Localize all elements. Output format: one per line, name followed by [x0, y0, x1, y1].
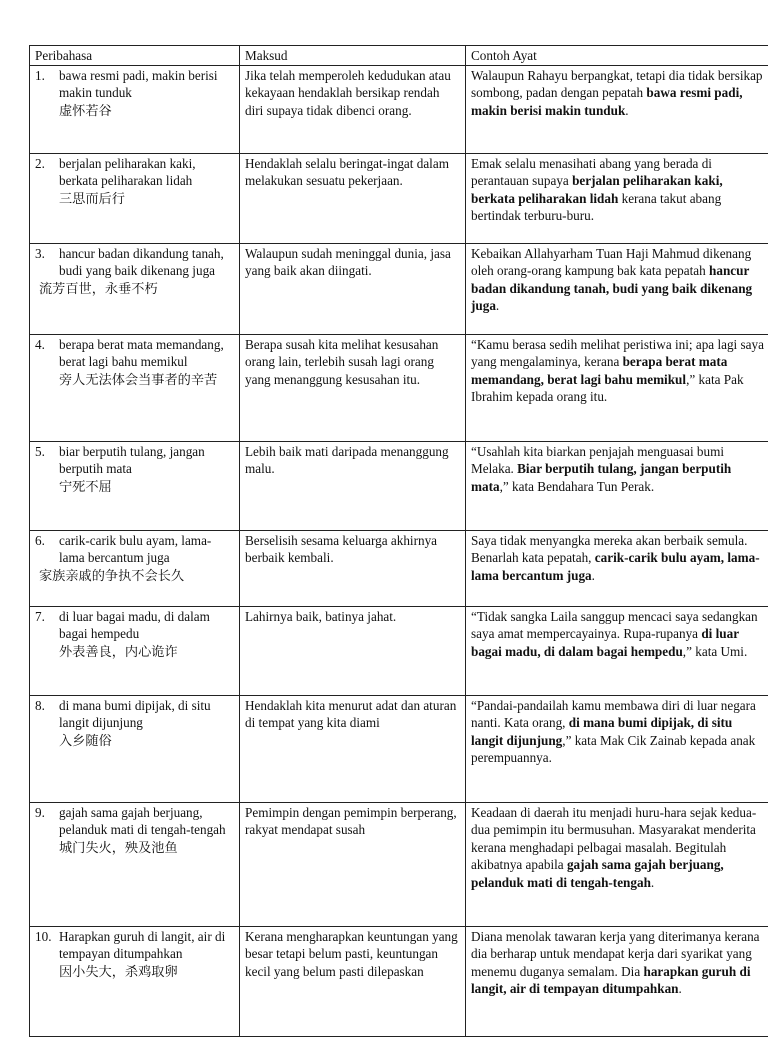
proverb-text: bawa resmi padi, makin berisi makin tunduk	[59, 67, 234, 102]
proverb-cell	[30, 441, 240, 530]
proverb-number: 2.	[35, 155, 59, 190]
example-text: .	[679, 981, 682, 996]
maksud-cell: Hendaklah kita menurut adat dan aturan di tempat yang kita diami	[240, 695, 466, 802]
contoh-ayat-cell	[466, 243, 768, 334]
maksud-cell: Lahirnya baik, batinya jahat.	[240, 606, 466, 695]
proverb-chinese-equivalent: 城门失火，殃及池鱼	[35, 839, 234, 857]
proverb-cell	[30, 606, 240, 695]
proverb-cell	[30, 334, 240, 441]
contoh-ayat-cell	[466, 695, 768, 802]
example-text: ,” kata Umi.	[683, 644, 747, 659]
highlighted-proverb: Biar berputih tulang, jangan berputih mata	[471, 461, 731, 494]
proverb-cell	[30, 243, 240, 334]
proverb-chinese-equivalent: 宁死不屈	[35, 478, 234, 496]
example-text: .	[496, 298, 499, 313]
maksud-cell: Jika telah memperoleh kedudukan atau kekayaan hendaklah bersikap rendah diri supaya tidak dibenci orang.	[240, 65, 466, 153]
example-text: ,” kata Pak Ibrahim kepada orang itu.	[471, 372, 744, 405]
header-maksud: Maksud	[240, 46, 466, 66]
proverb-text: berapa berat mata memandang, berat lagi bahu memikul	[59, 336, 234, 371]
proverb-chinese-equivalent: 旁人无法体会当事者的辛苦	[35, 371, 234, 389]
proverb-number: 6.	[35, 532, 59, 567]
contoh-ayat-cell	[466, 926, 768, 1036]
example-text: “Kamu berasa sedih melihat peristiwa ini; apa lagi saya yang mengalaminya, kerana	[471, 337, 764, 370]
proverb-chinese-equivalent: 三思而后行	[35, 190, 234, 208]
proverb-text: gajah sama gajah berjuang, pelanduk mati di tengah-tengah	[59, 804, 234, 839]
proverb-cell	[30, 695, 240, 802]
example-text: “Usahlah kita biarkan penjajah menguasai bumi Melaka.	[471, 444, 724, 477]
proverb-chinese-equivalent: 虚怀若谷	[35, 102, 234, 120]
proverb-number: 5.	[35, 443, 59, 478]
example-text: ,” kata Bendahara Tun Perak.	[500, 479, 655, 494]
maksud-cell: Pemimpin dengan pemimpin berperang, rakyat mendapat susah	[240, 802, 466, 926]
highlighted-proverb: harapkan guruh di langit, air di tempayan ditumpahkan	[471, 964, 751, 997]
table-row	[30, 334, 768, 441]
highlighted-proverb: bawa resmi padi, makin berisi makin tunduk	[471, 85, 743, 118]
maksud-cell: Berselisih sesama keluarga akhirnya berbaik kembali.	[240, 530, 466, 606]
header-peribahasa: Peribahasa	[30, 46, 240, 66]
maksud-cell: Walaupun sudah meninggal dunia, jasa yang baik akan diingati.	[240, 243, 466, 334]
proverb-chinese-equivalent: 流芳百世，永垂不朽	[35, 280, 234, 298]
proverb-text: hancur badan dikandung tanah, budi yang baik dikenang juga	[59, 245, 234, 280]
contoh-ayat-cell	[466, 530, 768, 606]
example-text: “Pandai-pandailah kamu membawa diri di luar negara nanti. Kata orang,	[471, 698, 756, 731]
example-text: .	[625, 103, 628, 118]
proverb-text: di luar bagai madu, di dalam bagai hempedu	[59, 608, 234, 643]
table-row	[30, 530, 768, 606]
proverb-number: 10.	[35, 928, 59, 963]
table-row	[30, 243, 768, 334]
proverb-text: Harapkan guruh di langit, air di tempayan ditumpahkan	[59, 928, 234, 963]
highlighted-proverb: di mana bumi dipijak, di situ langit dijunjung	[471, 715, 732, 748]
example-text: “Tidak sangka Laila sanggup mencaci saya sedangkan saya amat mempercayainya. Rupa-rupanya	[471, 609, 758, 642]
example-text: Saya tidak menyangka mereka akan berbaik semula. Benarlah kata pepatah,	[471, 533, 747, 566]
table-row	[30, 802, 768, 926]
proverb-chinese-equivalent: 因小失大，杀鸡取卵	[35, 963, 234, 981]
contoh-ayat-cell	[466, 606, 768, 695]
highlighted-proverb: berapa berat mata memandang, berat lagi bahu memikul	[471, 354, 727, 387]
example-text: ,” kata Mak Cik Zainab kepada anak perempuannya.	[471, 733, 755, 766]
maksud-cell: Berapa susah kita melihat kesusahan orang lain, terlebih susah lagi orang yang menanggung kesusahan itu.	[240, 334, 466, 441]
contoh-ayat-cell	[466, 334, 768, 441]
example-text: .	[651, 875, 654, 890]
proverb-cell	[30, 926, 240, 1036]
proverb-number: 9.	[35, 804, 59, 839]
maksud-cell: Hendaklah selalu beringat-ingat dalam melakukan sesuatu pekerjaan.	[240, 153, 466, 243]
example-text: Emak selalu menasihati abang yang berada di perantauan supaya	[471, 156, 712, 189]
table-header-row	[30, 46, 768, 66]
maksud-cell: Kerana mengharapkan keuntungan yang besar tetapi belum pasti, keuntungan kecil yang belum pasti dilepaskan	[240, 926, 466, 1036]
proverb-chinese-equivalent: 家族亲戚的争执不会长久	[35, 567, 234, 585]
contoh-ayat-cell	[466, 65, 768, 153]
proverb-cell	[30, 802, 240, 926]
proverb-number: 7.	[35, 608, 59, 643]
proverb-cell	[30, 530, 240, 606]
proverb-chinese-equivalent: 入乡随俗	[35, 732, 234, 750]
proverb-number: 1.	[35, 67, 59, 102]
proverb-number: 3.	[35, 245, 59, 280]
example-text: kerana takut abang bertindak terburu-buru.	[471, 191, 721, 224]
proverb-cell	[30, 153, 240, 243]
highlighted-proverb: hancur badan dikandung tanah, budi yang baik dikenang juga	[471, 263, 752, 313]
proverb-text: berjalan peliharakan kaki, berkata peliharakan lidah	[59, 155, 234, 190]
table-row	[30, 441, 768, 530]
proverb-text: di mana bumi dipijak, di situ langit dijunjung	[59, 697, 234, 732]
highlighted-proverb: carik-carik bulu ayam, lama-lama bercantum juga	[471, 550, 760, 583]
table-row	[30, 926, 768, 1036]
table-row	[30, 606, 768, 695]
proverb-chinese-equivalent: 外表善良，内心诡诈	[35, 643, 234, 661]
contoh-ayat-cell	[466, 802, 768, 926]
highlighted-proverb: berjalan peliharakan kaki, berkata peliharakan lidah	[471, 173, 723, 206]
example-text: Diana menolak tawaran kerja yang diterimanya kerana dia berharap untuk mendapat kerja dari syarikat yang menemu duganya semalam. Dia	[471, 929, 760, 979]
example-text: Walaupun Rahayu berpangkat, tetapi dia tidak bersikap sombong, padan dengan pepatah	[471, 68, 763, 101]
proverb-number: 4.	[35, 336, 59, 371]
proverb-text: carik-carik bulu ayam, lama-lama bercantum juga	[59, 532, 234, 567]
example-text: .	[592, 568, 595, 583]
table-row	[30, 65, 768, 153]
proverb-cell	[30, 65, 240, 153]
maksud-cell: Lebih baik mati daripada menanggung malu.	[240, 441, 466, 530]
table-row	[30, 153, 768, 243]
contoh-ayat-cell	[466, 153, 768, 243]
highlighted-proverb: gajah sama gajah berjuang, pelanduk mati di tengah-tengah	[471, 857, 724, 890]
contoh-ayat-cell	[466, 441, 768, 530]
example-text: Kebaikan Allahyarham Tuan Haji Mahmud dikenang oleh orang-orang kampung bak kata pepatah	[471, 246, 751, 279]
table-row	[30, 695, 768, 802]
proverb-table	[29, 45, 768, 1037]
header-contoh-ayat: Contoh Ayat	[466, 46, 768, 66]
example-text: Keadaan di daerah itu menjadi huru-hara sejak kedua-dua pemimpin itu bermusuhan. Masyarakat menderita kerana menghadapi pelbagai masalah. Begitulah akibatnya apabila	[471, 805, 756, 873]
highlighted-proverb: di luar bagai madu, di dalam bagai hempedu	[471, 626, 739, 659]
proverb-number: 8.	[35, 697, 59, 732]
proverb-text: biar berputih tulang, jangan berputih mata	[59, 443, 234, 478]
